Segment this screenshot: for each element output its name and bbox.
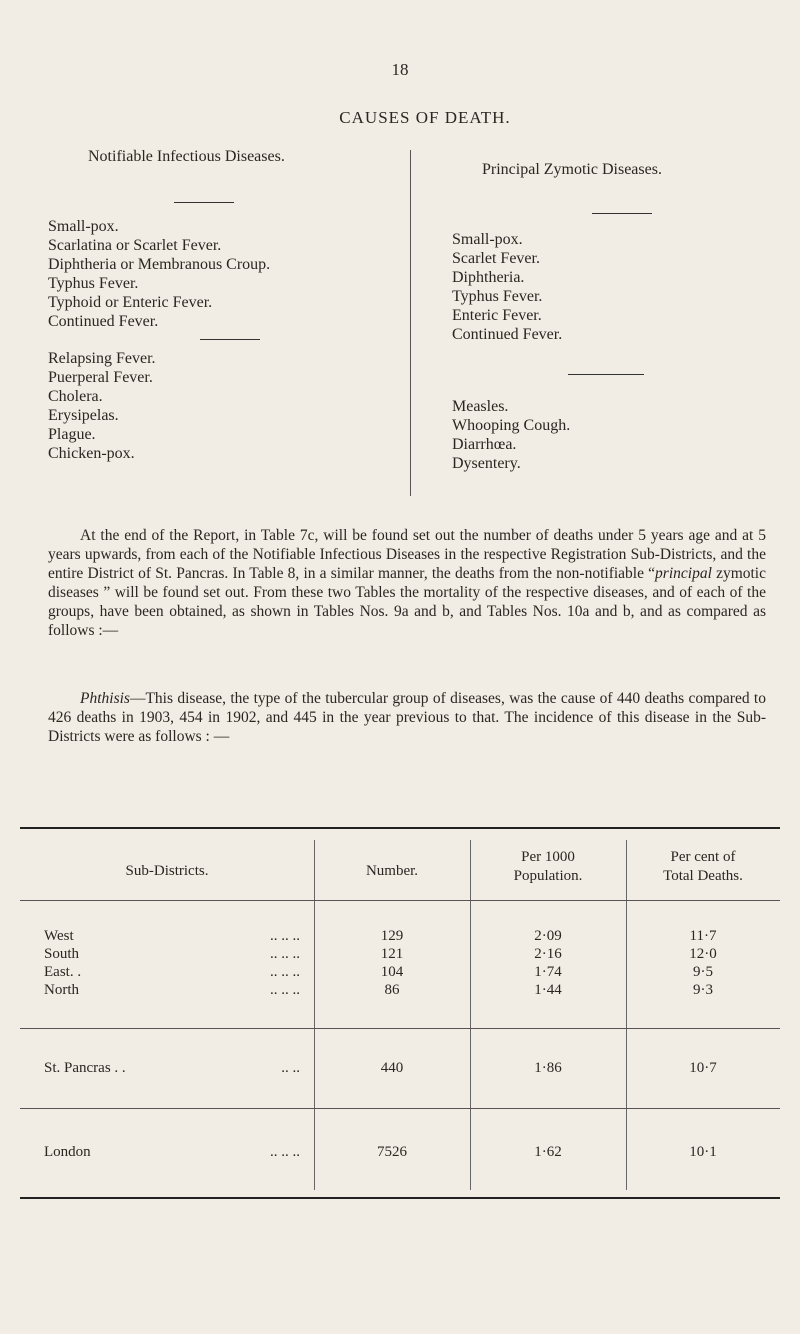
notifiable-group-1 (48, 217, 398, 331)
list-item: Erysipelas. (48, 407, 119, 424)
percent-cell: 9·3 (693, 982, 713, 998)
divider (592, 213, 652, 214)
list-item: Scarlet Fever. (452, 250, 540, 267)
zymotic-diseases-heading: Principal Zymotic Diseases. (482, 161, 662, 178)
percent-cell: 12·0 (689, 946, 717, 962)
number-cell: 7526 (377, 1144, 407, 1160)
list-item: Diphtheria. (452, 269, 525, 286)
list-item: Typhus Fever. (452, 288, 543, 305)
table-bottom-rule (20, 1197, 780, 1199)
district-name: West (44, 928, 74, 944)
paragraph-text: At the end of the Report, in Table 7c, will be found set out the number of deaths under 5 years age and at 5 years upwards, from each of the Notifiable Infectious Diseases in the respective Registration Sub-Districts, and the entire District of St. Pancras. In Table 8, in a similar manner, the deaths from the non-notifiable “ (48, 527, 766, 582)
number-cell: 121 (380, 946, 404, 962)
divider (174, 202, 234, 203)
notifiable-diseases-column (48, 147, 398, 463)
row-rule (20, 1028, 780, 1029)
list-item: Small-pox. (452, 231, 523, 248)
list-item: Enteric Fever. (452, 307, 542, 324)
list-item: Measles. (452, 398, 509, 415)
zymotic-group-1 (452, 230, 772, 344)
per-1000-cell: 2·16 (534, 946, 562, 962)
table-references-paragraph (48, 526, 766, 640)
table-top-rule (20, 827, 780, 829)
phthisis-paragraph (48, 689, 766, 746)
paragraph-lead: Phthisis (80, 690, 130, 707)
zymotic-diseases-column (452, 160, 772, 473)
list-item: Typhus Fever. (48, 275, 139, 292)
list-item: Typhoid or Enteric Fever. (48, 294, 213, 311)
list-item: Continued Fever. (452, 326, 563, 343)
per-1000-cell: 1·44 (534, 982, 562, 998)
district-name: South (44, 946, 80, 962)
percent-cell: 10·7 (689, 1060, 717, 1076)
divider (568, 374, 644, 375)
leader-dots: .. .. .. (270, 1144, 300, 1160)
list-item: Plague. (48, 426, 96, 443)
per-1000-cell: 1·62 (534, 1144, 562, 1160)
number-cell: 440 (380, 1060, 404, 1076)
leader-dots: .. .. .. (270, 982, 300, 998)
number-cell: 86 (384, 982, 400, 998)
list-item: Diarrhœa. (452, 436, 517, 453)
per-1000-cell: 1·74 (534, 964, 562, 980)
notifiable-diseases-heading: Notifiable Infectious Diseases. (88, 148, 285, 165)
number-cell: 129 (380, 928, 404, 944)
district-name: London (44, 1144, 91, 1160)
list-item: Chicken-pox. (48, 445, 135, 462)
header-per-cent-line2: Total Deaths. (663, 868, 743, 884)
header-number: Number. (365, 863, 419, 879)
paragraph-emphasis: principal (655, 565, 712, 582)
percent-cell: 9·5 (693, 964, 713, 980)
page-title: CAUSES OF DEATH. (339, 108, 511, 127)
notifiable-group-2 (48, 349, 398, 463)
zymotic-group-2 (452, 397, 772, 473)
divider (200, 339, 260, 340)
per-1000-cell: 1·86 (534, 1060, 562, 1076)
column-divider (470, 840, 471, 1190)
district-name: North (44, 982, 79, 998)
district-name: St. Pancras . . (44, 1060, 126, 1076)
header-per-1000-line2: Population. (513, 868, 583, 884)
leader-dots: .. .. .. (270, 946, 300, 962)
header-per-cent-line1: Per cent of (670, 849, 736, 865)
percent-cell: 10·1 (689, 1144, 717, 1160)
page-number: 18 (391, 60, 409, 79)
per-1000-cell: 2·09 (534, 928, 562, 944)
list-item: Scarlatina or Scarlet Fever. (48, 237, 222, 254)
row-rule (20, 1108, 780, 1109)
list-item: Dysentery. (452, 455, 521, 472)
district-name: East. . (44, 964, 82, 980)
header-per-1000-line1: Per 1000 (521, 849, 575, 865)
paragraph-text: —This disease, the type of the tubercular group of diseases, was the cause of 440 deaths compared to 426 deaths in 1903, 454 in 1902, and 445 in the year previous to that. The incidence of this disease in the Sub-Districts were as follows : — (48, 690, 766, 745)
list-item: Small-pox. (48, 218, 119, 235)
percent-cell: 11·7 (689, 928, 717, 944)
column-divider (410, 150, 411, 496)
column-divider (626, 840, 627, 1190)
header-sub-districts: Sub-Districts. (125, 863, 209, 879)
number-cell: 104 (380, 964, 404, 980)
leader-dots: .. .. (281, 1060, 300, 1076)
list-item: Relapsing Fever. (48, 350, 156, 367)
list-item: Puerperal Fever. (48, 369, 153, 386)
leader-dots: .. .. .. (270, 964, 300, 980)
header-rule (20, 900, 780, 901)
list-item: Diphtheria or Membranous Croup. (48, 256, 271, 273)
paragraph-text: zymotic diseases ” will be found set out. From these two Tables the mortality of the respective diseases, and of each of the groups, have been obtained, as shown in Tables Nos. 9a and b, and Tables Nos. 10a and b, and as compared as follows :— (48, 565, 766, 639)
leader-dots: .. .. .. (270, 928, 300, 944)
list-item: Cholera. (48, 388, 103, 405)
list-item: Continued Fever. (48, 313, 159, 330)
list-item: Whooping Cough. (452, 417, 571, 434)
column-divider (314, 840, 315, 1190)
